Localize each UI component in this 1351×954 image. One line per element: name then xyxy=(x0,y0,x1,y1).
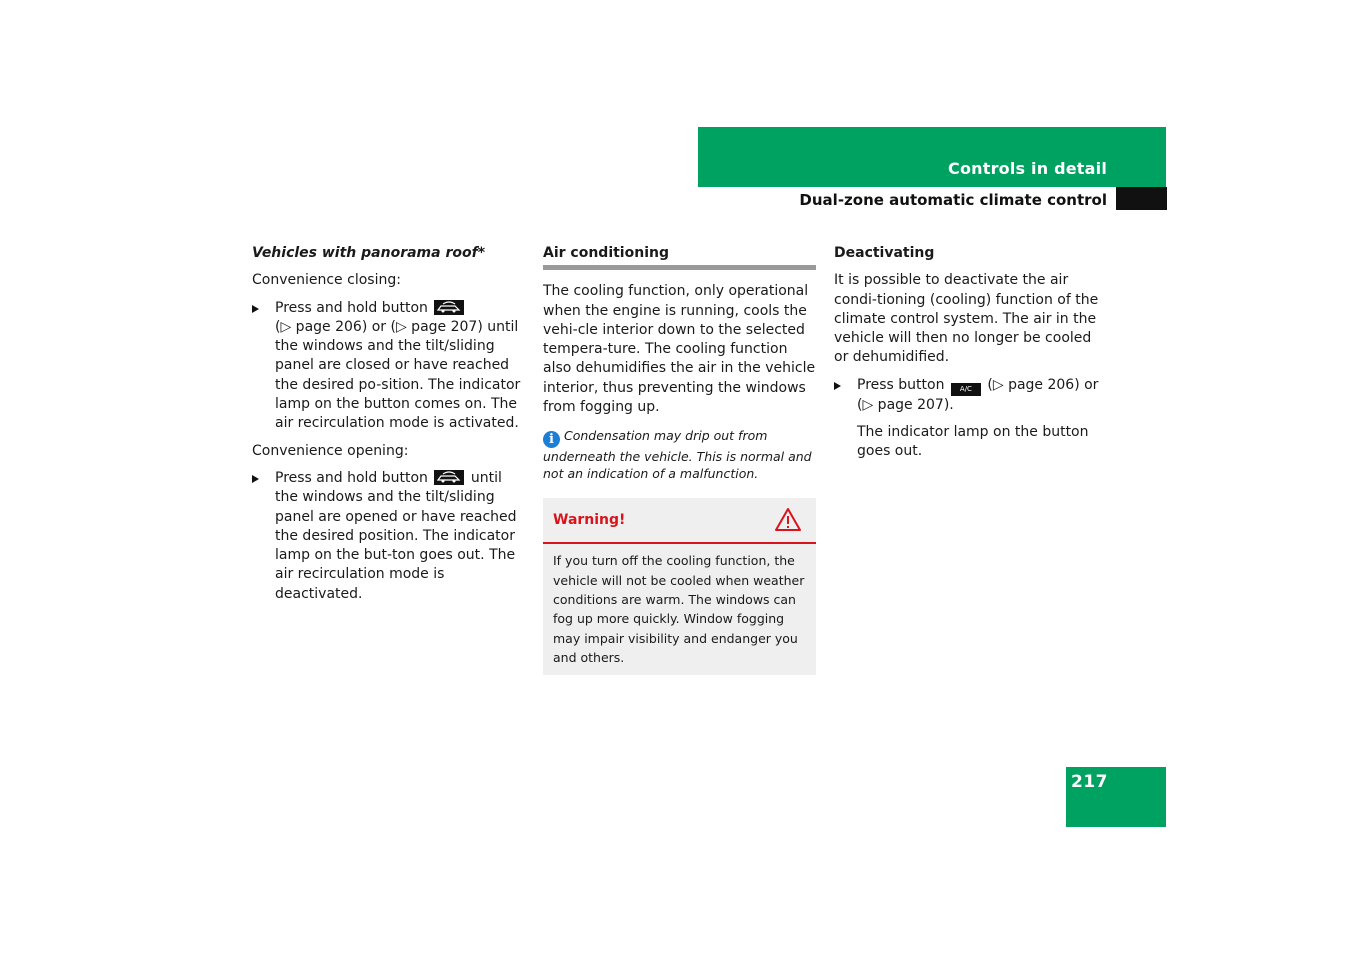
deactivating-heading: Deactivating xyxy=(834,245,935,261)
page-number: 217 xyxy=(1071,772,1108,792)
column-right xyxy=(834,244,1109,470)
column-middle xyxy=(543,244,816,675)
column-left xyxy=(252,244,527,612)
bullet-arrow-icon xyxy=(834,382,841,390)
warning-triangle-icon xyxy=(774,507,802,532)
warning-label: Warning! xyxy=(553,512,626,529)
air-conditioning-body: The cooling function, only operational when the engine is running, cools the vehi-cle interior down to the selected tempera-ture. The cooling function also dehumidifies the air in the vehicle interior, thus preventing the windows from fogging up. xyxy=(543,283,816,416)
recirculation-car-icon xyxy=(434,470,464,485)
deactivating-step xyxy=(834,376,1109,415)
section-title: Dual-zone automatic climate control xyxy=(799,191,1107,209)
bullet-arrow-icon xyxy=(252,475,259,483)
panorama-roof-subhead: Vehicles with panorama roof* xyxy=(252,245,486,261)
bullet-arrow-icon xyxy=(252,305,259,313)
note-text: Condensation may drip out from underneath the vehicle. This is normal and not an indication of a malfunction. xyxy=(543,428,812,482)
opening-step xyxy=(252,469,527,604)
closing-step-post: (▷ page 206) or (▷ page 207) until the windows and the tilt/sliding panel are closed or have reached the desired po-sition. The indicator lamp on the button comes on. The air recirculation mode is activated. xyxy=(275,318,521,432)
deactivating-body: It is possible to deactivate the air condi-tioning (cooling) function of the climate control system. The air in the vehicle will then no longer be cooled or dehumidified. xyxy=(834,272,1099,366)
chapter-title: Controls in detail xyxy=(948,159,1107,178)
warning-box xyxy=(543,498,816,675)
warning-header xyxy=(543,498,816,544)
deactivating-step-pre: Press button xyxy=(857,376,945,393)
recirculation-car-icon xyxy=(434,300,464,315)
deactivating-step-post: (▷ page 206) or (▷ page 207). xyxy=(857,376,1099,413)
opening-step-pre: Press and hold button xyxy=(275,469,428,486)
condensation-note xyxy=(543,427,816,482)
deactivating-result: The indicator lamp on the button goes out. xyxy=(857,424,1089,460)
convenience-opening-label: Convenience opening: xyxy=(252,442,409,459)
ac-button-icon: A/C xyxy=(951,383,981,396)
info-icon: i xyxy=(543,431,560,448)
convenience-closing-label: Convenience closing: xyxy=(252,272,401,289)
closing-step-pre: Press and hold button xyxy=(275,299,428,316)
opening-step-post: until the windows and the tilt/sliding panel are opened or have reached the desired position. The indicator lamp on the but-ton goes out. The air recirculation mode is deactivated. xyxy=(275,469,517,602)
closing-step xyxy=(252,299,527,434)
section-tab xyxy=(1116,187,1167,210)
header-band xyxy=(698,127,1166,187)
air-conditioning-heading: Air conditioning xyxy=(543,244,816,270)
warning-text: If you turn off the cooling function, the vehicle will not be cooled when weather conditions are warm. The windows can fog up more quickly. Window fogging may impair visibility and endanger you and others. xyxy=(553,553,805,665)
